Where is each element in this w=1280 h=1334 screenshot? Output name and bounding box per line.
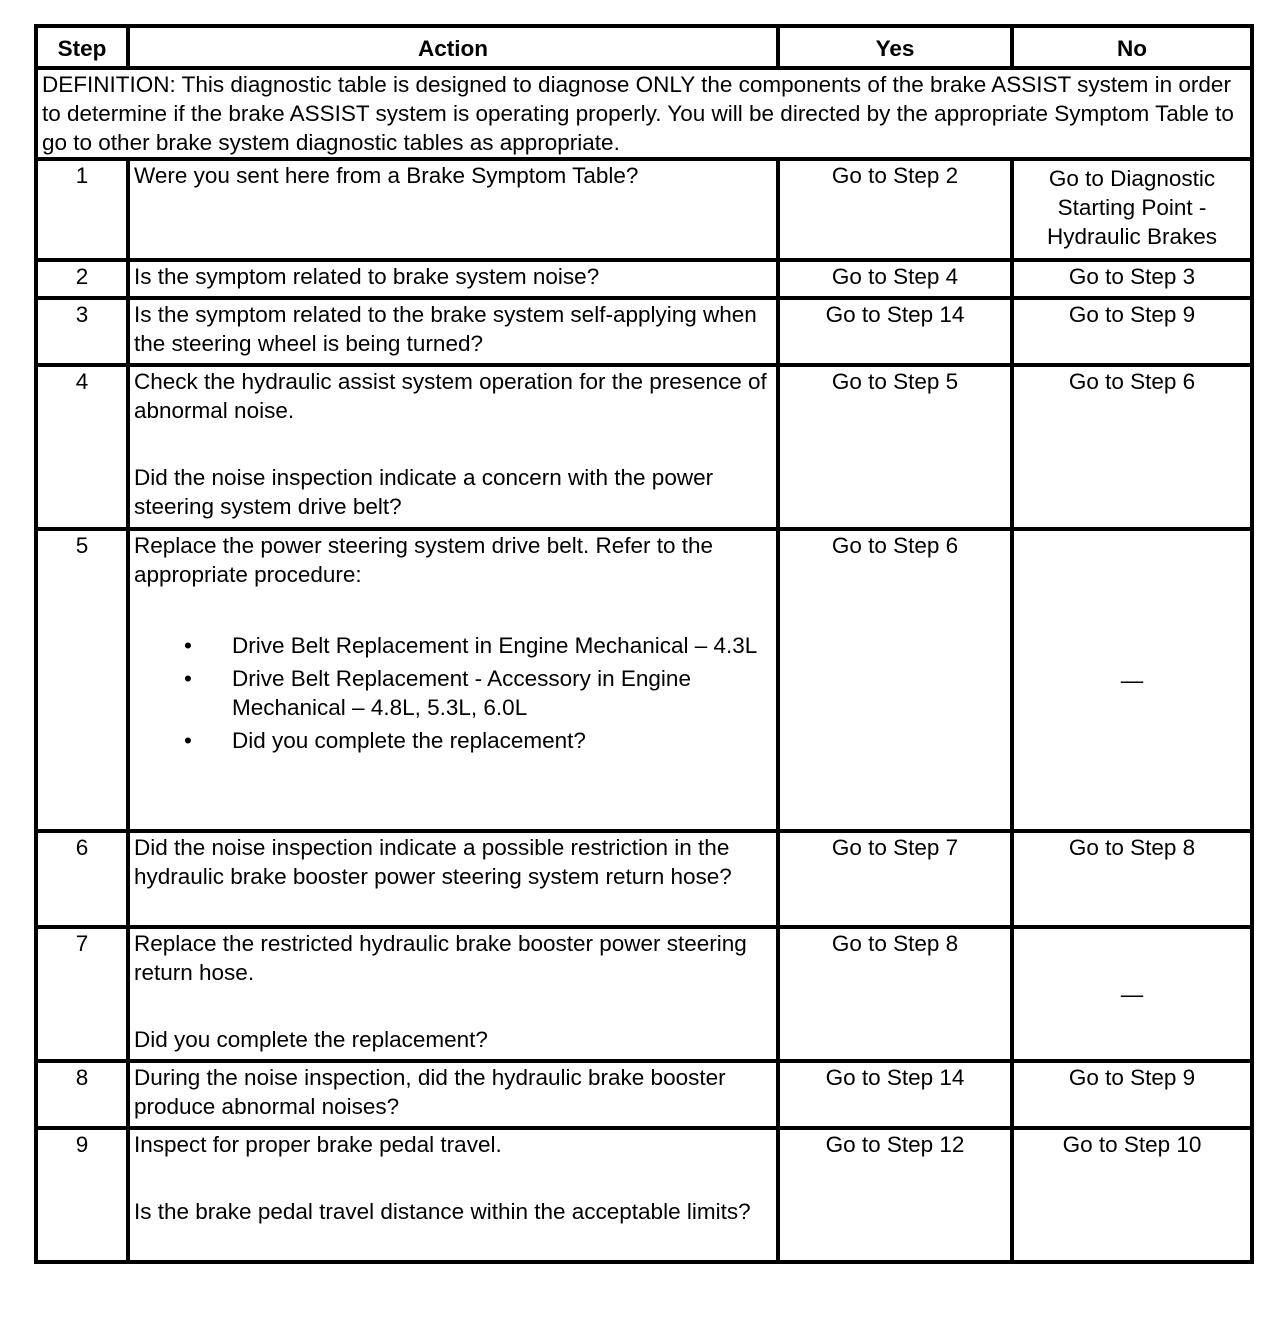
step-number: 2 [36, 260, 128, 298]
table-row [36, 298, 1252, 365]
no-result: Go to Step 6 [1012, 365, 1252, 529]
table-row [36, 365, 1252, 529]
header-no: No [1012, 26, 1252, 68]
action-cell [128, 365, 778, 529]
diagnostic-table [34, 24, 1254, 1264]
action-cell [128, 529, 778, 831]
action-text: Inspect for proper brake pedal travel. [134, 1132, 502, 1157]
list-item [174, 664, 772, 722]
action-cell [128, 927, 778, 1061]
no-result: — [1012, 927, 1252, 1061]
table-row [36, 529, 1252, 831]
action-text: Did the noise inspection indicate a possible restriction in the hydraulic brake booster power steering system return hose? [128, 831, 778, 927]
action-question: Is the brake pedal travel distance within the acceptable limits? [134, 1199, 751, 1224]
action-text: Replace the restricted hydraulic brake booster power steering return hose. [134, 931, 747, 985]
no-result: Go to Step 9 [1012, 1061, 1252, 1128]
step-number: 6 [36, 831, 128, 927]
step-number: 4 [36, 365, 128, 529]
procedure-link-text: Drive Belt Replacement in Engine Mechanical – 4.3L [232, 633, 758, 658]
no-result: Go to Step 3 [1012, 260, 1252, 298]
action-question: Did you complete the replacement? [134, 1027, 488, 1052]
action-text: Were you sent here from a Brake Symptom Table? [128, 159, 778, 260]
bullet-icon: • [184, 633, 192, 658]
step-number: 9 [36, 1128, 128, 1262]
list-item [174, 631, 772, 660]
step-number: 8 [36, 1061, 128, 1128]
header-action: Action [128, 26, 778, 68]
table-row [36, 159, 1252, 260]
header-yes: Yes [778, 26, 1012, 68]
table-row [36, 260, 1252, 298]
yes-result: Go to Step 12 [778, 1128, 1012, 1262]
no-result: — [1012, 529, 1252, 831]
action-text: Check the hydraulic assist system operation for the presence of abnormal noise. [134, 369, 767, 423]
procedure-list [134, 631, 772, 755]
yes-result: Go to Step 14 [778, 298, 1012, 365]
step-number: 5 [36, 529, 128, 831]
yes-result: Go to Step 8 [778, 927, 1012, 1061]
table-row [36, 1128, 1252, 1262]
table-row [36, 1061, 1252, 1128]
yes-result: Go to Step 4 [778, 260, 1012, 298]
procedure-link-text: Drive Belt Replacement - Accessory in Engine Mechanical – 4.8L, 5.3L, 6.0L [232, 666, 691, 720]
no-result: Go to Step 10 [1012, 1128, 1252, 1262]
action-text: Replace the power steering system drive belt. Refer to the appropriate procedure: [134, 533, 714, 587]
bullet-icon: • [184, 728, 192, 753]
definition-text: DEFINITION: This diagnostic table is designed to diagnose ONLY the components of the brake ASSIST system in order to determine if the brake ASSIST system is operating properly. You will be directed by the appropriate Symptom Table to go to other brake system diagnostic tables as appropriate. [36, 68, 1252, 159]
yes-result: Go to Step 14 [778, 1061, 1012, 1128]
step-number: 1 [36, 159, 128, 260]
yes-result: Go to Step 2 [778, 159, 1012, 260]
no-result: Go to Step 9 [1012, 298, 1252, 365]
header-step: Step [36, 26, 128, 68]
list-item [174, 726, 772, 755]
action-text: Is the symptom related to brake system noise? [128, 260, 778, 298]
action-cell [128, 1128, 778, 1262]
table-row [36, 831, 1252, 927]
action-text: During the noise inspection, did the hydraulic brake booster produce abnormal noises? [128, 1061, 778, 1128]
bullet-icon: • [184, 666, 192, 691]
step-number: 3 [36, 298, 128, 365]
action-text: Is the symptom related to the brake system self-applying when the steering wheel is being turned? [128, 298, 778, 365]
no-result: Go to Step 8 [1012, 831, 1252, 927]
header-row [36, 26, 1252, 68]
yes-result: Go to Step 7 [778, 831, 1012, 927]
no-result-text: Go to Diagnostic Starting Point - Hydraulic Brakes [1046, 166, 1218, 249]
no-result [1012, 159, 1252, 260]
table-row [36, 927, 1252, 1061]
yes-result: Go to Step 6 [778, 529, 1012, 831]
definition-row [36, 68, 1252, 159]
step-number: 7 [36, 927, 128, 1061]
yes-result: Go to Step 5 [778, 365, 1012, 529]
procedure-question: Did you complete the replacement? [232, 728, 586, 753]
action-question: Did the noise inspection indicate a concern with the power steering system drive belt? [134, 465, 714, 519]
